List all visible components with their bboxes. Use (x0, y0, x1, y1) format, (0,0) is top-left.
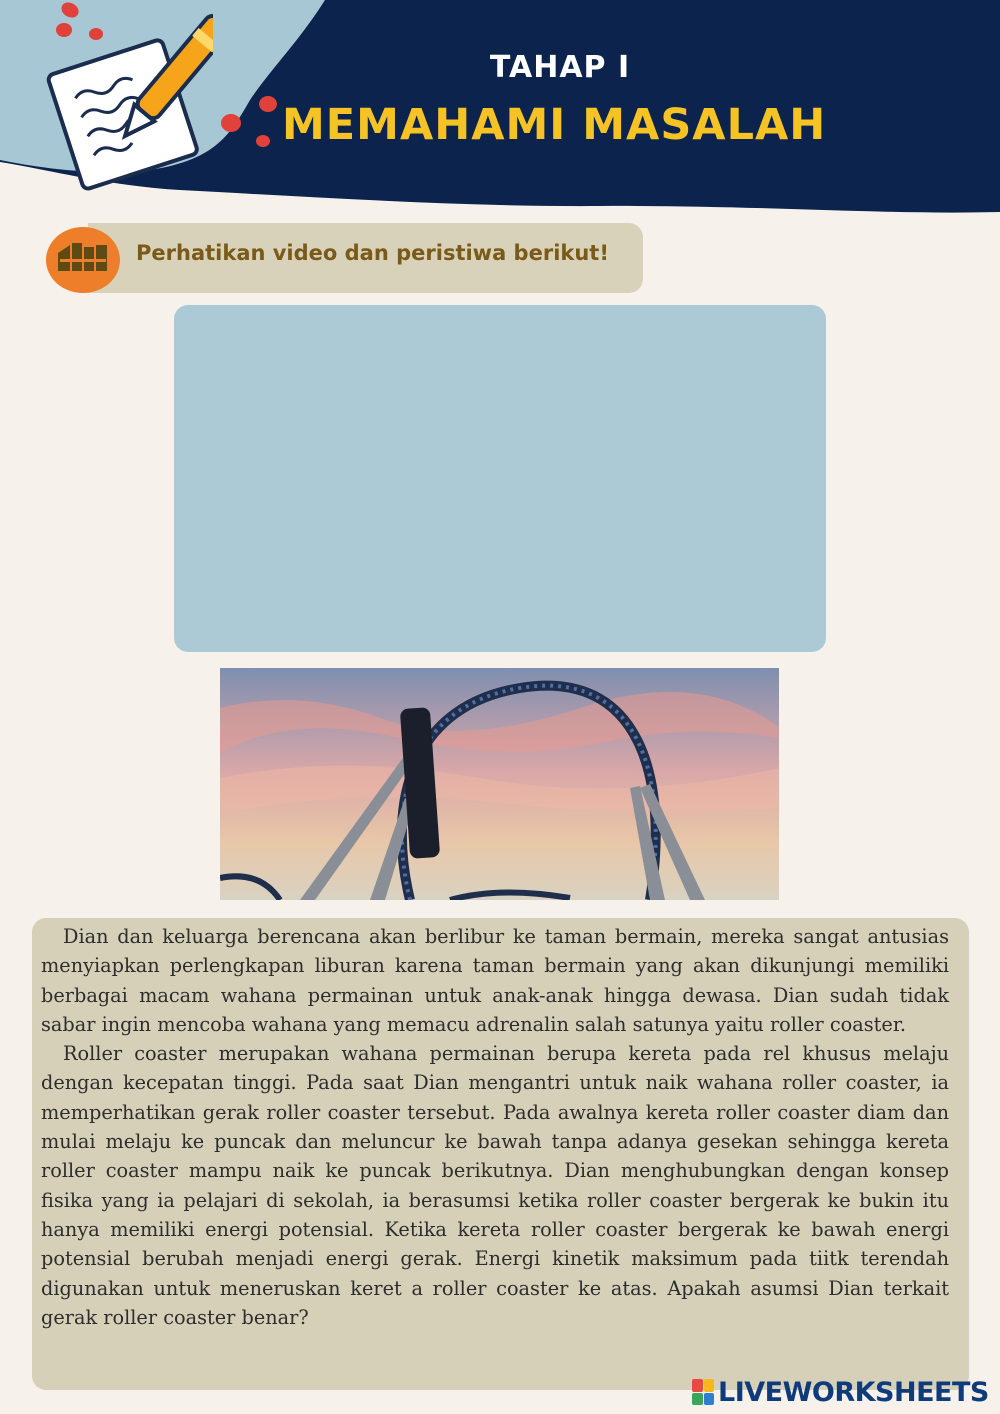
instruction-text: Perhatikan video dan peristiwa berikut! (136, 241, 609, 265)
film-reel-icon (46, 227, 120, 293)
notebook-pen-icon (28, 6, 213, 196)
liveworksheets-logo (692, 1374, 989, 1410)
stage-label: TAHAP I (489, 50, 631, 85)
liveworksheets-badge-icon (692, 1379, 714, 1405)
stage-title: MEMAHAMI MASALAH (282, 100, 827, 150)
roller-coaster-loop-image (220, 668, 779, 900)
story-paragraph-2: Roller coaster merupakan wahana permainan berupa kereta pada rel khusus melaju dengan kecepatan tinggi. Pada saat Dian mengantri untuk naik wahana roller coaster, ia memperhatikan gerak roller coaster tersebut. Pada awalnya kereta roller coaster diam dan mulai melaju ke puncak dan meluncur ke bawah tanpa adanya gesekan sehingga kereta roller coaster mampu naik ke puncak berikutnya. Dian menghubungkan dengan konsep fisika yang ia pelajari di sekolah, ia berasumsi ketika roller coaster bergerak ke bukin itu hanya memiliki energi potensial. Ketika kereta roller coaster bergerak ke bawah energi potensial berubah menjadi energi gerak. Energi kinetik maksimum pada tiitk terendah digunakan untuk meneruskan keret a roller coaster ke atas. Apakah asumsi Dian terkait gerak roller coaster benar? (41, 1042, 949, 1329)
video-player[interactable] (174, 305, 826, 652)
story-paragraph-1: Dian dan keluarga berencana akan berlibur ke taman bermain, mereka sangat antusias menyiapkan perlengkapan liburan karena taman bermain yang akan dikunjungi memiliki berbagai macam wahana permainan untuk anak-anak hingga dewasa. Dian sudah tidak sabar ingin mencoba wahana yang memacu adrenalin salah satunya yaitu roller coaster. (41, 925, 949, 1036)
watermark-text: LIVEWORKSHEETS (718, 1376, 989, 1408)
story-text (41, 922, 949, 1332)
